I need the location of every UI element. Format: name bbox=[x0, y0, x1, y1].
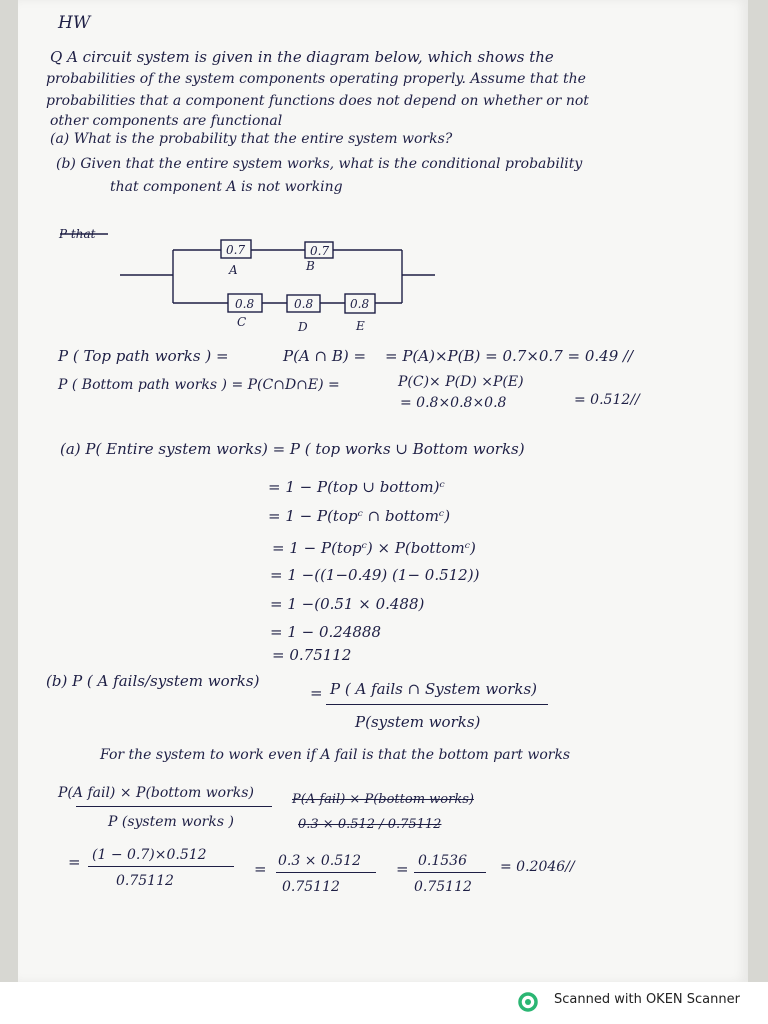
component-a-prob: 0.7 bbox=[226, 243, 246, 257]
part-b-eq: = bbox=[310, 684, 323, 702]
frac1-denominator: P (system works ) bbox=[108, 814, 234, 830]
circuit-diagram bbox=[0, 0, 768, 340]
struck-line-1: P(A fail) × P(bottom works) bbox=[292, 792, 474, 807]
final-n2: 0.3 × 0.512 bbox=[278, 853, 361, 869]
part-a-line-6: = 1 −(0.51 × 0.488) bbox=[270, 595, 425, 613]
component-e-label: E bbox=[356, 319, 365, 333]
hw-heading: HW bbox=[58, 13, 91, 33]
final-answer: = 0.2046// bbox=[500, 859, 575, 875]
final-d2: 0.75112 bbox=[282, 879, 340, 895]
part-a-line-2: = 1 − P(top ∪ bottom)ᶜ bbox=[268, 478, 445, 496]
part-a-line-4: = 1 − P(topᶜ) × P(bottomᶜ) bbox=[272, 539, 476, 557]
question-line-3: probabilities that a component functions does not depend on whether or not bbox=[46, 93, 589, 109]
component-e-prob: 0.8 bbox=[350, 297, 370, 311]
part-b-note: For the system to work even if A fail is that the bottom part works bbox=[100, 747, 571, 763]
component-b-label: B bbox=[306, 259, 315, 273]
component-d-prob: 0.8 bbox=[294, 297, 314, 311]
part-a-result: = 0.75112 bbox=[272, 646, 352, 664]
part-a-line-7: = 1 − 0.24888 bbox=[270, 623, 382, 641]
final-d1: 0.75112 bbox=[116, 873, 174, 889]
final-bar-2 bbox=[276, 872, 376, 873]
component-a-label: A bbox=[229, 263, 238, 277]
bottom-path-rhs: P(C)× P(D) ×P(E) bbox=[398, 374, 524, 390]
bottom-path-result: = 0.512// bbox=[574, 392, 640, 408]
part-a-line-3: = 1 − P(topᶜ ∩ bottomᶜ) bbox=[268, 507, 451, 525]
question-part-b: (b) Given that the entire system works, what is the conditional probability bbox=[56, 156, 583, 172]
question-line-4: other components are functional bbox=[50, 113, 283, 129]
scanner-credit: Scanned with OKEN Scanner bbox=[554, 992, 740, 1007]
question-part-a: (a) What is the probability that the entire system works? bbox=[50, 131, 453, 147]
oken-logo-icon bbox=[517, 991, 547, 1013]
question-line-2: probabilities of the system components operating properly. Assume that the bbox=[46, 71, 586, 87]
final-eq-3: = bbox=[396, 860, 409, 878]
top-path-lhs: P ( Top path works ) = bbox=[58, 347, 229, 365]
bottom-path-lhs: P ( Bottom path works ) = P(C∩D∩E) = bbox=[58, 377, 340, 393]
final-eq-sign: = bbox=[68, 853, 81, 871]
question-line-1: Q A circuit system is given in the diagram below, which shows the bbox=[50, 48, 554, 66]
part-b-numerator: P ( A fails ∩ System works) bbox=[330, 680, 537, 698]
final-n3: 0.1536 bbox=[418, 853, 467, 869]
part-a-line-5: = 1 −((1−0.49) (1− 0.512)) bbox=[270, 566, 480, 584]
final-bar-3 bbox=[414, 872, 486, 873]
frac1-numerator: P(A fail) × P(bottom works) bbox=[58, 785, 254, 801]
component-b-prob: 0.7 bbox=[310, 244, 330, 258]
struck-line-2: 0.3 × 0.512 / 0.75112 bbox=[298, 817, 442, 832]
part-b-fraction-bar bbox=[326, 704, 548, 705]
component-c-prob: 0.8 bbox=[235, 297, 255, 311]
final-d3: 0.75112 bbox=[414, 879, 472, 895]
bottom-path-rhs2: = 0.8×0.8×0.8 bbox=[400, 395, 507, 411]
component-d-label: D bbox=[298, 320, 308, 334]
part-b-label: (b) P ( A fails/system works) bbox=[46, 672, 260, 690]
top-path-rhs: = P(A)×P(B) = 0.7×0.7 = 0.49 // bbox=[385, 347, 634, 365]
frac1-bar bbox=[76, 806, 272, 807]
crossed-label: P that bbox=[59, 227, 96, 241]
final-bar-1 bbox=[88, 866, 234, 867]
question-part-b-cont: that component A is not working bbox=[110, 179, 343, 195]
part-a-line-1: (a) P( Entire system works) = P ( top works ∪ Bottom works) bbox=[60, 440, 525, 458]
top-path-mid: P(A ∩ B) = bbox=[283, 347, 367, 365]
final-n1: (1 − 0.7)×0.512 bbox=[92, 847, 207, 863]
component-c-label: C bbox=[237, 315, 247, 329]
final-eq-2: = bbox=[254, 860, 267, 878]
part-b-denominator: P(system works) bbox=[355, 713, 481, 731]
